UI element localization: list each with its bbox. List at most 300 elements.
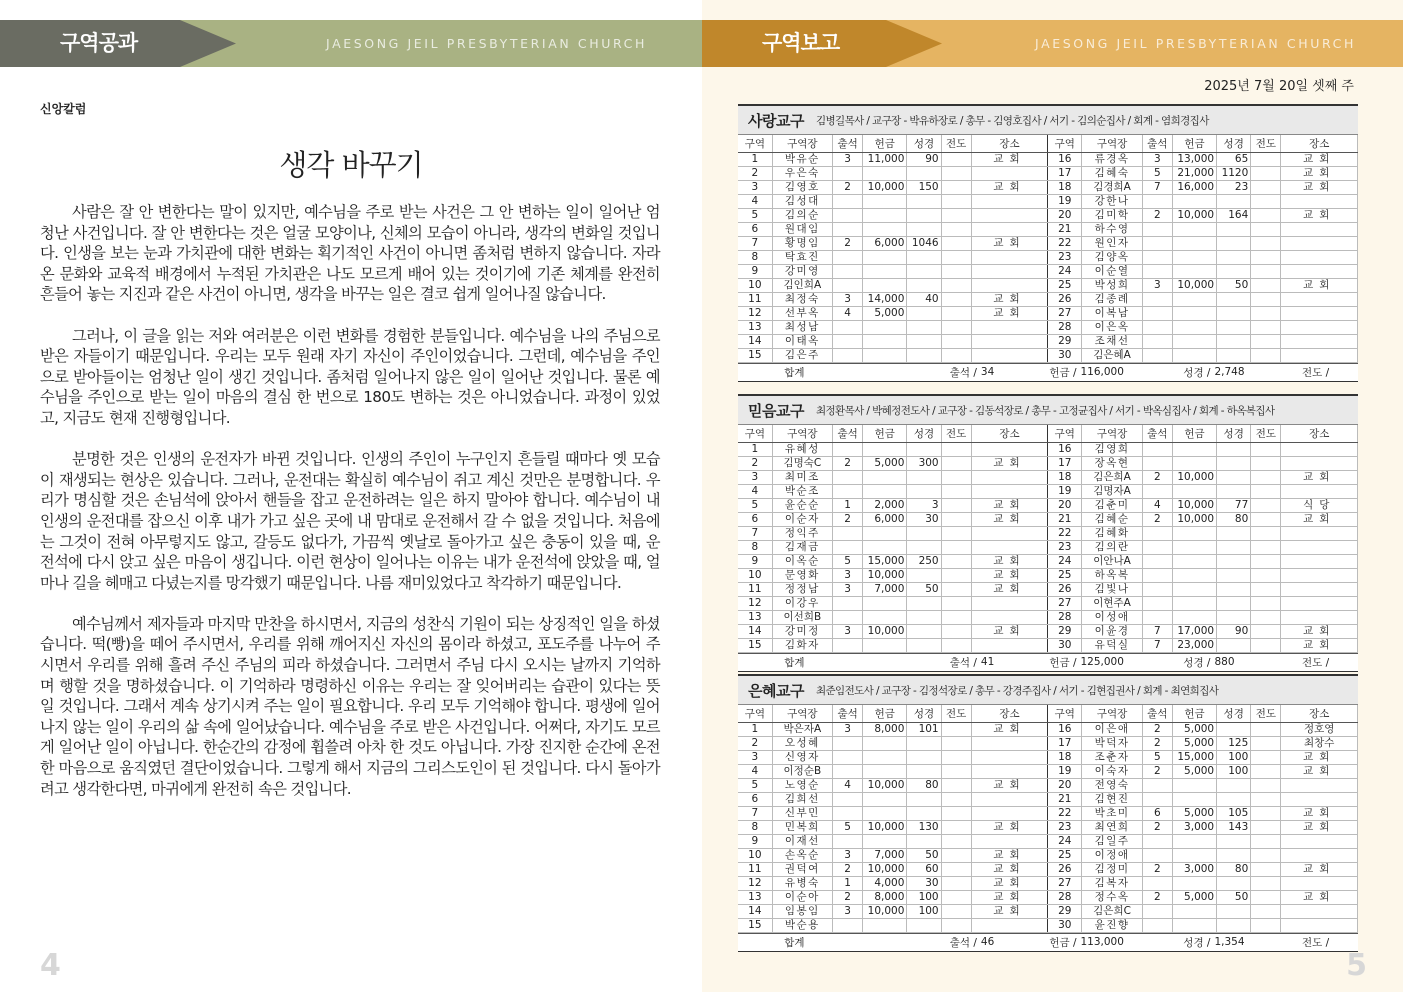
table-cell (1281, 904, 1358, 918)
table-cell: 이선희B (772, 610, 832, 624)
table-cell: 교회 (971, 568, 1047, 582)
table-cell: 4,000 (863, 876, 907, 890)
table-cell: 김혜숙 (1082, 166, 1142, 180)
table-cell (1172, 222, 1216, 236)
table-cell: 박덕자 (1082, 736, 1142, 750)
table-cell (971, 610, 1047, 624)
table-cell: 8,000 (863, 722, 907, 736)
table-cell (1142, 582, 1172, 596)
table-cell: 신영자 (772, 750, 832, 764)
table-cell (1251, 512, 1281, 526)
cell-staff: 최정환목사 / 박혜정전도사 / 교구장 - 김동석장로 / 총무 - 고정균집사 / 서기 - 박옥심집사 / 회계 - 하옥복집사 (815, 404, 1275, 417)
table-cell (1281, 876, 1358, 890)
table-cell: 12 (738, 876, 772, 890)
table-cell (1172, 568, 1216, 582)
table-cell: 2 (1142, 470, 1172, 484)
table-cell: 12 (738, 596, 772, 610)
table-cell (1172, 334, 1216, 348)
table-cell: 90 (1217, 624, 1251, 638)
cell-staff: 최준임전도사 / 교구장 - 김정석장로 / 총무 - 강경주집사 / 서기 - 김현집권사 / 회계 - 최연희집사 (815, 684, 1219, 697)
table-cell: 2 (1142, 820, 1172, 834)
table-cell: 교회 (971, 624, 1047, 638)
table-cell: 10 (738, 848, 772, 862)
table-cell (1251, 484, 1281, 498)
table-cell (1217, 250, 1251, 264)
table-cell: 2 (1142, 208, 1172, 222)
table-cell: 3 (907, 498, 941, 512)
table-cell: 16,000 (1172, 180, 1216, 194)
table-cell: 교회 (971, 180, 1047, 194)
table-cell (1251, 582, 1281, 596)
table-cell: 2 (738, 166, 772, 180)
table-cell (833, 806, 863, 820)
table-cell (1172, 848, 1216, 862)
cell-name: 믿음교구 (748, 401, 804, 420)
table-cell: 3 (738, 750, 772, 764)
table-cell: 23 (1048, 250, 1082, 264)
table-cell (941, 554, 971, 568)
table-cell: 교회 (971, 512, 1047, 526)
table-cell: 2 (1142, 736, 1172, 750)
table-cell: 황명임 (772, 236, 832, 250)
total-bible-label: 성경 / (1183, 656, 1211, 669)
table-cell: 15 (738, 348, 772, 362)
table-cell (833, 264, 863, 278)
table-cell (1251, 180, 1281, 194)
total-evangelism-label: 전도 / (1301, 366, 1330, 379)
table-cell: 29 (1048, 334, 1082, 348)
table-cell: 1046 (907, 236, 941, 250)
table-cell: 9 (738, 264, 772, 278)
table-cell (1142, 250, 1172, 264)
table-cell (907, 194, 941, 208)
table-cell (941, 722, 971, 736)
table-cell (863, 792, 907, 806)
table-cell: 최성남 (772, 320, 832, 334)
table-cell (941, 470, 971, 484)
table-cell: 김의순 (772, 208, 832, 222)
table-cell: 24 (1048, 554, 1082, 568)
table-cell: 130 (907, 820, 941, 834)
table-cell: 30 (1048, 638, 1082, 652)
table-cell: 80 (907, 778, 941, 792)
table-cell (1217, 442, 1251, 456)
table-cell: 김혜순 (1082, 512, 1142, 526)
table-cell (863, 806, 907, 820)
table-cell: 2 (833, 512, 863, 526)
table-cell (1251, 890, 1281, 904)
table-cell: 21 (1048, 512, 1082, 526)
table-row (738, 750, 1358, 764)
table-cell: 김인희A (772, 278, 832, 292)
table-cell (971, 834, 1047, 848)
table-cell: 22 (1048, 806, 1082, 820)
table-cell (1217, 320, 1251, 334)
table-cell: 28 (1048, 890, 1082, 904)
table-cell: 8 (738, 540, 772, 554)
table-cell: 19 (1048, 484, 1082, 498)
table-cell (941, 348, 971, 362)
table-cell (971, 764, 1047, 778)
table-cell (1251, 624, 1281, 638)
table-cell (1251, 442, 1281, 456)
table-cell (941, 236, 971, 250)
total-bible-label: 성경 / (1183, 366, 1211, 379)
total-label: 합계 (784, 366, 805, 379)
table-cell (907, 442, 941, 456)
table-cell (833, 610, 863, 624)
table-cell: 22 (1048, 526, 1082, 540)
table-row (738, 778, 1358, 792)
table-cell: 탁효진 (772, 250, 832, 264)
column-header: 성경 (1217, 135, 1251, 152)
table-cell (907, 806, 941, 820)
column-header: 전도 (941, 425, 971, 442)
table-cell (907, 306, 941, 320)
table-cell (1142, 904, 1172, 918)
table-cell: 30 (1048, 918, 1082, 932)
table-cell: 13,000 (1172, 152, 1216, 166)
table-cell (1281, 554, 1358, 568)
table-cell (941, 334, 971, 348)
table-cell: 10,000 (863, 778, 907, 792)
table-cell (1142, 194, 1172, 208)
table-cell: 21 (1048, 792, 1082, 806)
table-cell: 50 (1217, 278, 1251, 292)
table-cell (941, 278, 971, 292)
table-cell (1217, 456, 1251, 470)
table-cell: 7 (738, 236, 772, 250)
table-cell: 7,000 (863, 848, 907, 862)
table-cell (1281, 526, 1358, 540)
table-cell: 이복남 (1082, 306, 1142, 320)
table-cell: 조춘자 (1082, 750, 1142, 764)
table-cell: 10,000 (863, 904, 907, 918)
table-cell: 27 (1048, 876, 1082, 890)
table-cell (833, 596, 863, 610)
column-header: 장소 (971, 135, 1047, 152)
table-cell: 교회 (1281, 750, 1358, 764)
table-cell (1251, 848, 1281, 862)
table-row (738, 526, 1358, 540)
table-cell: 민복희 (772, 820, 832, 834)
table-cell (863, 596, 907, 610)
column-header: 전도 (1251, 425, 1281, 442)
table-cell: 교회 (971, 722, 1047, 736)
table-cell: 17 (1048, 456, 1082, 470)
table-cell (907, 250, 941, 264)
table-cell: 9 (738, 554, 772, 568)
table-cell: 15 (738, 638, 772, 652)
table-cell (907, 764, 941, 778)
table-row (738, 806, 1358, 820)
table-cell (907, 792, 941, 806)
table-cell (1217, 306, 1251, 320)
table-cell (1142, 596, 1172, 610)
table-cell (1217, 596, 1251, 610)
table-cell: 13 (738, 320, 772, 334)
table-cell: 20 (1048, 208, 1082, 222)
page-number-left: 4 (40, 948, 61, 983)
table-row (738, 250, 1358, 264)
table-cell: 10,000 (863, 568, 907, 582)
table-cell (1281, 792, 1358, 806)
table-cell: 강미정 (772, 624, 832, 638)
table-cell (971, 526, 1047, 540)
column-header: 출석 (833, 705, 863, 722)
table-cell: 교회 (1281, 152, 1358, 166)
table-cell (1142, 876, 1172, 890)
table-cell (941, 834, 971, 848)
table-cell (833, 792, 863, 806)
table-cell: 교회 (1281, 862, 1358, 876)
table-cell: 30 (907, 512, 941, 526)
table-cell: 100 (1217, 764, 1251, 778)
table-cell (863, 834, 907, 848)
table-cell: 2 (738, 736, 772, 750)
table-cell (971, 596, 1047, 610)
cell-report-3 (738, 674, 1358, 952)
table-cell: 1 (738, 152, 772, 166)
table-cell (941, 222, 971, 236)
table-cell (863, 484, 907, 498)
table-cell (971, 264, 1047, 278)
table-cell (907, 736, 941, 750)
table-cell (941, 764, 971, 778)
table-cell (833, 484, 863, 498)
table-row (738, 278, 1358, 292)
table-cell: 143 (1217, 820, 1251, 834)
table-cell (1172, 484, 1216, 498)
table-cell (1172, 442, 1216, 456)
table-row (738, 348, 1358, 362)
table-cell: 교회 (971, 236, 1047, 250)
table-cell (1172, 456, 1216, 470)
total-offering: 125,000 (1080, 656, 1124, 668)
table-cell (971, 484, 1047, 498)
table-cell: 105 (1217, 806, 1251, 820)
table-cell (1251, 764, 1281, 778)
table-cell: 김양옥 (1082, 250, 1142, 264)
table-cell: 20 (1048, 778, 1082, 792)
table-cell (1172, 348, 1216, 362)
table-cell: 이정순B (772, 764, 832, 778)
table-cell (863, 540, 907, 554)
table-row (738, 582, 1358, 596)
table-cell: 4 (738, 764, 772, 778)
table-cell: 이태옥 (772, 334, 832, 348)
table-cell: 90 (907, 152, 941, 166)
table-cell (833, 320, 863, 334)
table-cell: 유덕실 (1082, 638, 1142, 652)
table-cell: 20 (1048, 498, 1082, 512)
table-cell (1251, 334, 1281, 348)
table-cell: 김은희A (1082, 470, 1142, 484)
table-cell: 2 (833, 456, 863, 470)
total-label: 합계 (784, 936, 805, 949)
table-cell (1142, 348, 1172, 362)
table-cell (863, 638, 907, 652)
column-header: 구역 (1048, 135, 1082, 152)
table-cell (941, 820, 971, 834)
table-cell: 27 (1048, 596, 1082, 610)
table-cell (1281, 456, 1358, 470)
table-cell (941, 918, 971, 932)
table-cell (907, 264, 941, 278)
table-row (738, 876, 1358, 890)
table-cell (971, 918, 1047, 932)
table-row (738, 904, 1358, 918)
table-cell: 교회 (971, 554, 1047, 568)
table-cell (941, 264, 971, 278)
table-cell: 23 (1048, 820, 1082, 834)
table-cell: 18 (1048, 180, 1082, 194)
table-cell (1281, 222, 1358, 236)
table-cell: 65 (1217, 152, 1251, 166)
table-cell: 80 (1217, 512, 1251, 526)
table-cell: 박순용 (772, 918, 832, 932)
table-cell: 3 (738, 470, 772, 484)
table-cell: 5 (833, 554, 863, 568)
table-cell (1172, 250, 1216, 264)
table-cell: 김재금 (772, 540, 832, 554)
table-cell: 6 (738, 792, 772, 806)
table-row (738, 470, 1358, 484)
table-cell (833, 540, 863, 554)
column-header: 출석 (833, 135, 863, 152)
column-header: 구역장 (1082, 705, 1142, 722)
table-cell: 5 (1142, 166, 1172, 180)
table-cell: 최연희 (1082, 820, 1142, 834)
table-cell: 김미학 (1082, 208, 1142, 222)
table-cell: 14,000 (863, 292, 907, 306)
table-cell (1142, 442, 1172, 456)
table-row (738, 890, 1358, 904)
table-cell (1217, 778, 1251, 792)
table-cell (1217, 526, 1251, 540)
table-cell (1172, 320, 1216, 334)
table-cell: 10,000 (1172, 512, 1216, 526)
cell-header (738, 106, 1358, 135)
article-paragraph: 예수님께서 제자들과 마지막 만찬을 하시면서, 지금의 성찬식 기원이 되는 상징적인 일을 하셨습니다. 떡(빵)을 떼어 주시면서, 우리를 위해 깨어지신 자신의 몸이라 하셨고, 포도주를 나누어 주시면서 우리를 위해 흘려 주신 주님의 피라 하셨습니다. 그러면서 주님 다시 오시는 날까지 기억하며 행할 것을 명하셨습니다. 이 기억하라 명령하신 이유는 우리는 잘 잊어버리는 습관이 있다는 뜻일 것입니다. 그래서 계속 상기시켜 주는 일이 필요합니다. 우리 모두 기억해야 합니다. 평생에 일어나지 않는 일이 우리의 삶 속에 일어났습니다. 예수님을 주로 받은 사건입니다. 어쩌다, 자기도 모르게 일어난 일이 아닙니다. 한순간의 감정에 휩쓸려 아차 한 것도 아닙니다. 가장 진지한 순간에 온전한 마음으로 움직였던 결단이었습니다. 그렇게 해서 지금의 그리스도인이 된 것입니다. 다시 돌아가려고 생각한다면, 마귀에게 완전히 속은 것입니다. (40, 614, 660, 798)
table-cell (1217, 904, 1251, 918)
table-cell (863, 278, 907, 292)
cell-report-2 (738, 394, 1358, 672)
table-cell: 윤진향 (1082, 918, 1142, 932)
table-cell: 10 (738, 568, 772, 582)
table-cell: 5,000 (1172, 736, 1216, 750)
table-cell (1172, 834, 1216, 848)
column-header: 구역장 (772, 425, 832, 442)
table-cell: 3 (738, 180, 772, 194)
table-cell (1251, 834, 1281, 848)
table-cell: 1 (833, 876, 863, 890)
table-cell: 50 (907, 582, 941, 596)
table-cell (941, 484, 971, 498)
table-cell: 10,000 (1172, 470, 1216, 484)
table-cell: 5 (1142, 750, 1172, 764)
table-cell (941, 568, 971, 582)
table-cell (1251, 792, 1281, 806)
total-bible-label: 성경 / (1183, 936, 1211, 949)
table-cell (1217, 848, 1251, 862)
table-cell: 8 (738, 820, 772, 834)
table-cell: 교회 (1281, 820, 1358, 834)
table-cell (1251, 194, 1281, 208)
table-cell: 교회 (1281, 764, 1358, 778)
table-cell (833, 442, 863, 456)
table-cell: 3 (833, 152, 863, 166)
table-cell (863, 610, 907, 624)
table-cell (971, 470, 1047, 484)
table-cell: 19 (1048, 194, 1082, 208)
table-row (738, 194, 1358, 208)
table-cell (863, 442, 907, 456)
table-cell (971, 442, 1047, 456)
table-cell (1281, 848, 1358, 862)
table-cell (1172, 582, 1216, 596)
table-cell (941, 638, 971, 652)
table-cell (833, 194, 863, 208)
table-row (738, 736, 1358, 750)
table-cell (833, 278, 863, 292)
table-cell (907, 918, 941, 932)
table-cell: 교회 (971, 904, 1047, 918)
table-cell (907, 540, 941, 554)
table-cell (833, 918, 863, 932)
table-cell: 김영호 (772, 180, 832, 194)
table-cell (863, 264, 907, 278)
table-cell: 교회 (1281, 166, 1358, 180)
table-cell: 손옥순 (772, 848, 832, 862)
table-cell (941, 292, 971, 306)
table-cell (1251, 554, 1281, 568)
table-cell: 1120 (1217, 166, 1251, 180)
table-cell: 2 (1142, 722, 1172, 736)
table-cell: 김현진 (1082, 792, 1142, 806)
column-header: 구역 (738, 705, 772, 722)
table-cell (1217, 918, 1251, 932)
table-cell: 7,000 (863, 582, 907, 596)
table-cell (1281, 306, 1358, 320)
table-row (738, 306, 1358, 320)
table-cell: 10,000 (863, 624, 907, 638)
table-cell: 18 (1048, 470, 1082, 484)
table-cell (1251, 236, 1281, 250)
table-cell (863, 750, 907, 764)
table-cell: 5 (738, 498, 772, 512)
table-cell: 18 (1048, 750, 1082, 764)
table-cell (941, 624, 971, 638)
table-cell: 3 (833, 904, 863, 918)
table-cell (907, 470, 941, 484)
column-header: 성경 (1217, 425, 1251, 442)
table-cell (1172, 610, 1216, 624)
table-cell (1281, 540, 1358, 554)
table-cell: 25 (1048, 568, 1082, 582)
table-cell (833, 334, 863, 348)
table-cell (1172, 778, 1216, 792)
table-cell: 50 (907, 848, 941, 862)
table-cell (1217, 264, 1251, 278)
table-cell: 교회 (971, 292, 1047, 306)
table-cell (971, 320, 1047, 334)
table-cell (941, 442, 971, 456)
table-cell: 2 (833, 180, 863, 194)
table-cell (1217, 568, 1251, 582)
table-cell: 6,000 (863, 236, 907, 250)
table-cell: 22 (1048, 236, 1082, 250)
